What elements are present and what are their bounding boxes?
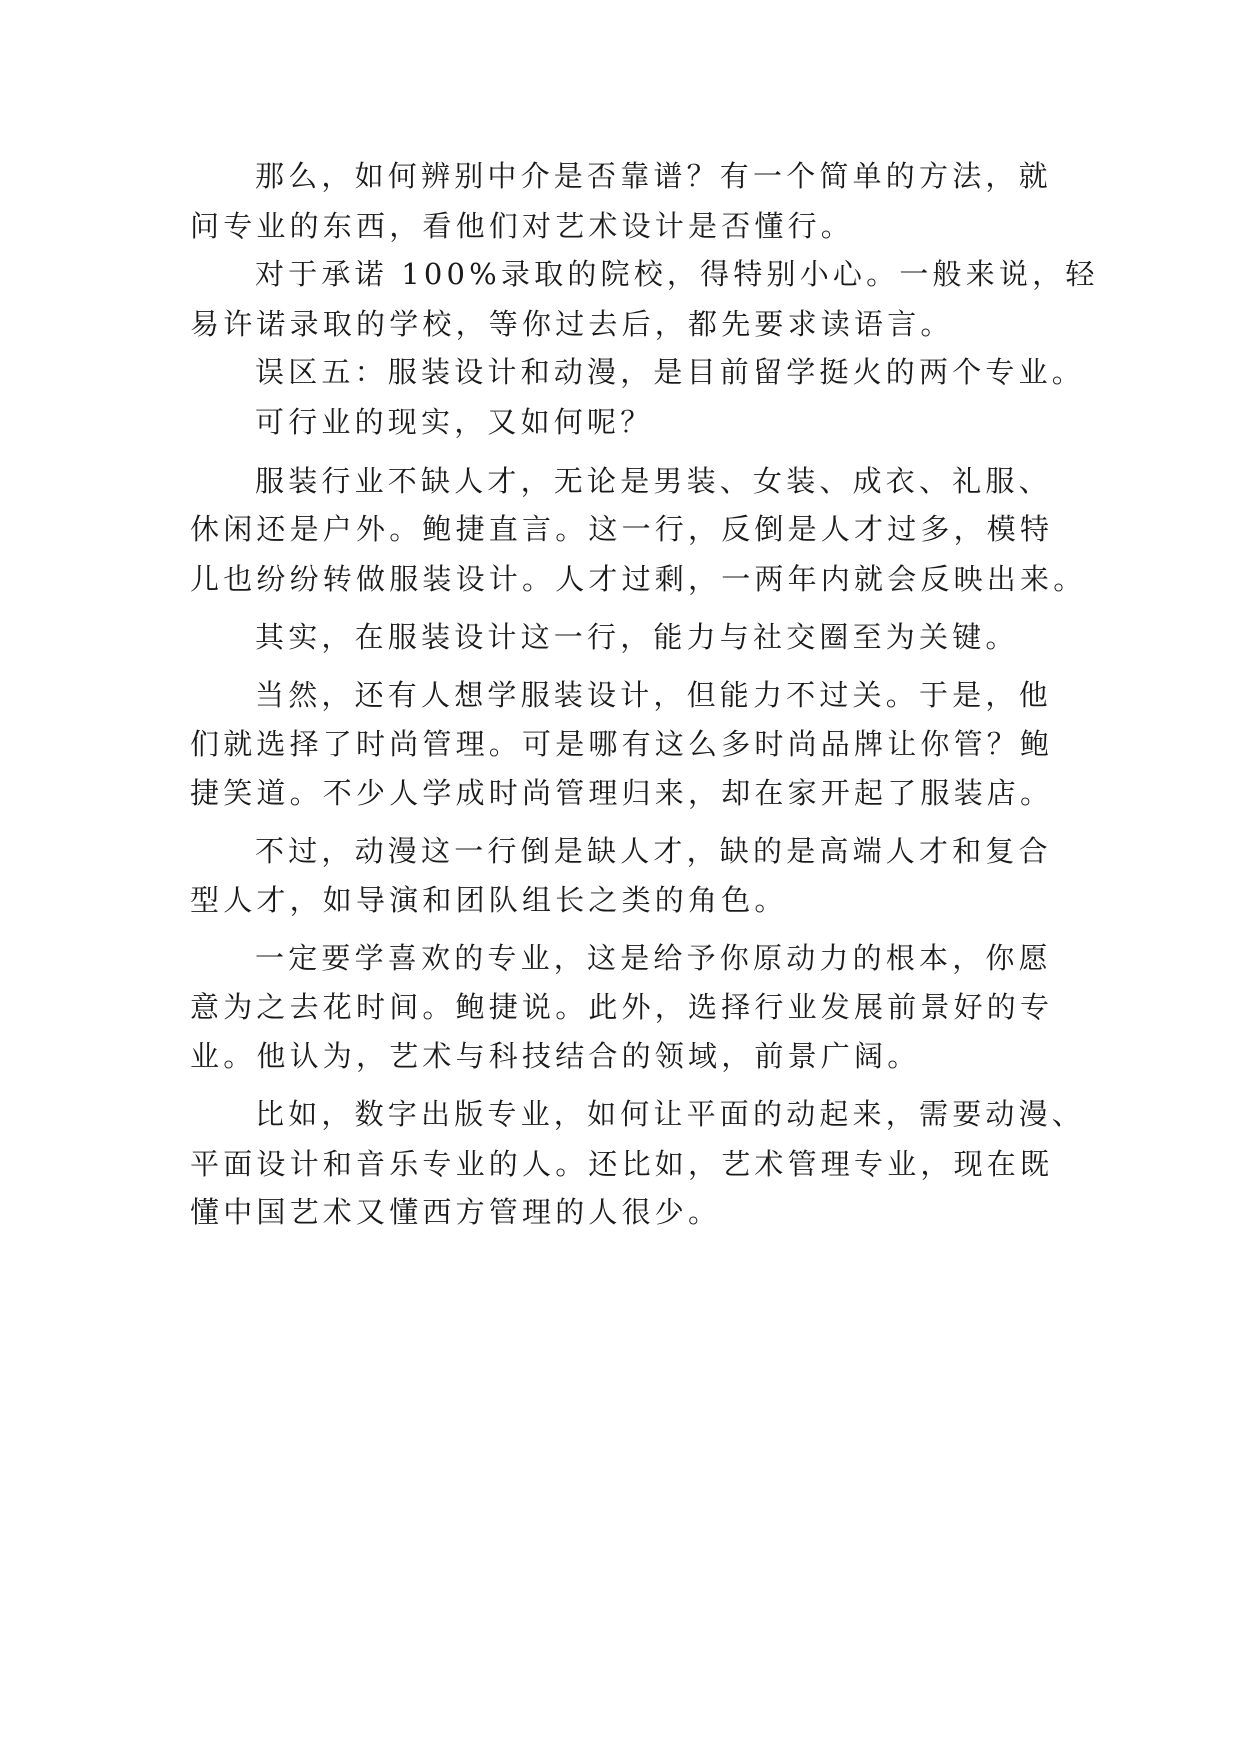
text-line: 服装行业不缺人才，无论是男装、女装、成衣、礼服、 bbox=[255, 464, 1052, 498]
text-line: 对于承诺 100%录取的院校，得特别小心。一般来说，轻 bbox=[255, 257, 1099, 291]
text-line: 业。他认为，艺术与科技结合的领域，前景广阔。 bbox=[190, 1039, 921, 1073]
text-line: 那么，如何辨别中介是否靠谱？有一个简单的方法，就 bbox=[255, 159, 1052, 193]
text-line: 可行业的现实，又如何呢？ bbox=[255, 405, 654, 439]
text-line: 儿也纷纷转做服装设计。人才过剩，一两年内就会反映出来。 bbox=[190, 562, 1087, 596]
text-line: 懂中国艺术又懂西方管理的人很少。 bbox=[190, 1195, 722, 1229]
text-line: 当然，还有人想学服装设计，但能力不过关。于是，他 bbox=[255, 678, 1052, 712]
text-line: 休闲还是户外。鲍捷直言。这一行，反倒是人才过多，模特 bbox=[190, 512, 1054, 546]
text-line: 问专业的东西，看他们对艺术设计是否懂行。 bbox=[190, 209, 855, 243]
text-line: 一定要学喜欢的专业，这是给予你原动力的根本，你愿 bbox=[255, 941, 1052, 975]
text-line: 们就选择了时尚管理。可是哪有这么多时尚品牌让你管？鲍 bbox=[190, 727, 1054, 761]
text-line: 比如，数字出版专业，如何让平面的动起来，需要动漫、 bbox=[255, 1097, 1086, 1131]
text-line: 捷笑道。不少人学成时尚管理归来，却在家开起了服装店。 bbox=[190, 776, 1054, 810]
text-line: 不过，动漫这一行倒是缺人才，缺的是高端人才和复合 bbox=[255, 834, 1052, 868]
text-line: 型人才，如导演和团队组长之类的角色。 bbox=[190, 883, 788, 917]
text-line: 平面设计和音乐专业的人。还比如，艺术管理专业，现在既 bbox=[190, 1147, 1054, 1181]
text-line: 其实，在服装设计这一行，能力与社交圈至为关键。 bbox=[255, 620, 1019, 654]
text-line: 易许诺录取的学校，等你过去后，都先要求读语言。 bbox=[190, 307, 954, 341]
text-line: 误区五：服装设计和动漫，是目前留学挺火的两个专业。 bbox=[255, 355, 1086, 389]
text-line: 意为之去花时间。鲍捷说。此外，选择行业发展前景好的专 bbox=[190, 990, 1054, 1024]
